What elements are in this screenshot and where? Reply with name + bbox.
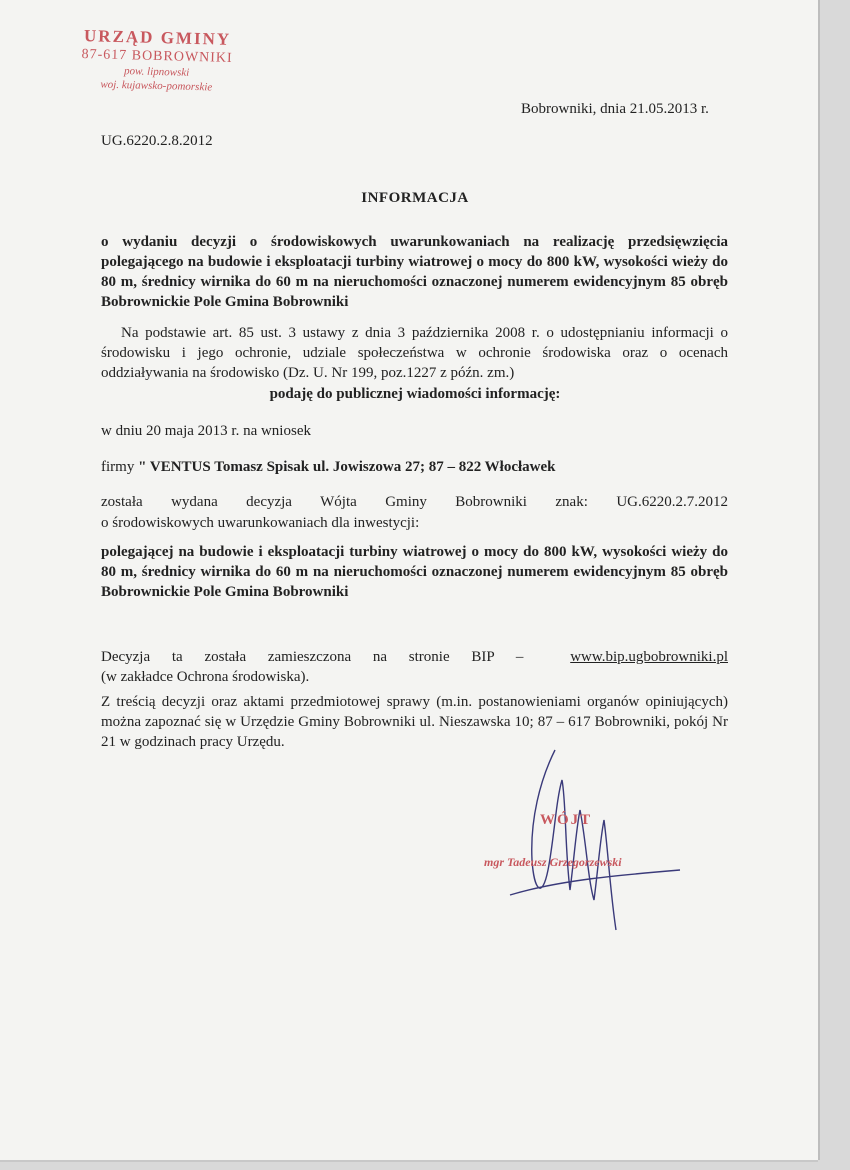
investment-paragraph: polegającej na budowie i eksploatacji turbiny wiatrowej o mocy do 800 kW, wysokości wieży do 80 m, średnicy wirnika do 60 m na nieruchomości oznaczonej numerem ewidencyjnym 85 obręb Bobrownickie Pole Gmina Bobrowniki (101, 544, 728, 600)
stamp-line-4: woj. kujawsko-pomorskie (100, 78, 213, 94)
announcement-line: podaję do publicznej wiadomości informację: (269, 386, 561, 402)
request-date-line: w dniu 20 maja 2013 r. na wniosek (101, 423, 311, 439)
reference-number: UG.6220.2.8.2012 (101, 133, 213, 149)
stamp-line-1: URZĄD GMINY (83, 26, 232, 49)
document-date: Bobrowniki, dnia 21.05.2013 r. (521, 101, 709, 117)
content-info-paragraph: Z treścią decyzji oraz aktami przedmiotowej sprawy (m.in. postanowieniami organów opiniujących) można zapoznać się w Urzędzie Gminy Bobrowniki ul. Nieszawska 10; 87 – 617 Bobrowniki, pokój Nr 21 w godzinach pracy Urzędu. (101, 694, 728, 750)
subject-paragraph: o wydaniu decyzji o środowiskowych uwarunkowaniach na realizację przedsięwzięcia polegającego na budowie i eksploatacji turbiny wiatrowej o mocy do 800 kW, wysokości wieży do 80 m, średnicy wirnika do 60 m na nieruchomości oznaczonej numerem ewidencyjnym 85 obręb Bobrownickie Pole Gmina Bobrowniki (101, 234, 728, 310)
document-title: INFORMACJA (361, 190, 469, 206)
issued-decision-line: została wydana decyzja Wójta Gminy Bobrowniki znak: UG.6220.2.7.2012 (101, 494, 728, 510)
firm-name: " VENTUS Tomasz Spisak ul. Jowiszowa 27; 87 – 822 Włocławek (138, 459, 556, 475)
legal-basis-paragraph: Na podstawie art. 85 ust. 3 ustawy z dnia 3 października 2008 r. o udostępnianiu informacji o środowisku i jego ochronie, udziale społeczeństwa w ochronie środowiska oraz o ocenach oddziaływania na środowisko (Dz. U. Nr 199, poz.1227 z późn. zm.) (101, 325, 728, 381)
bip-text: Decyzja ta została zamieszczona na stronie BIP – (101, 649, 524, 665)
handwritten-signature (470, 740, 690, 940)
office-stamp (71, 26, 243, 95)
bip-link[interactable]: www.bip.ugbobrowniki.pl (570, 649, 728, 665)
firm-prefix: firmy (101, 459, 135, 475)
stamp-line-2: 87-617 BOBROWNIKI (81, 47, 233, 66)
signature-stroke (510, 750, 680, 930)
mayor-name: mgr Tadeusz Grzegorzewski (484, 855, 622, 869)
mayor-title: WÓJT (540, 812, 593, 828)
stamp-line-3: pow. lipnowski (123, 65, 190, 79)
issued-decision-line-2: o środowiskowych uwarunkowaniach dla inwestycji: (101, 515, 420, 531)
bip-tab-text: (w zakładce Ochrona środowiska). (101, 669, 310, 685)
bip-first-line (101, 647, 728, 667)
bip-paragraph (101, 647, 728, 687)
applicant-line (101, 459, 556, 476)
